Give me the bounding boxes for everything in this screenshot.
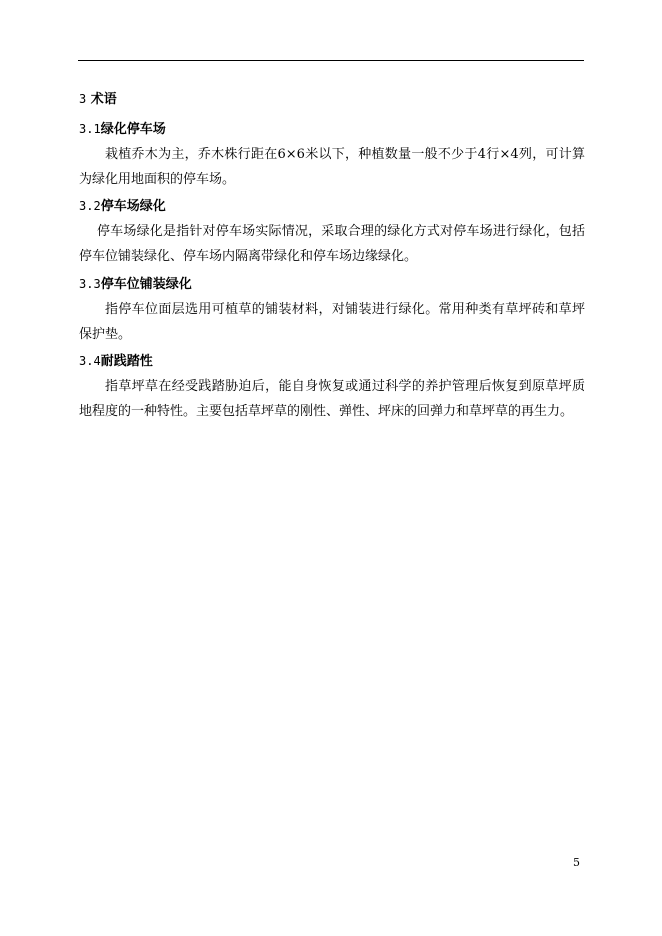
section-title xyxy=(79,91,117,108)
term-definition-3-3: 指停车位面层选用可植草的铺装材料，对铺装进行绿化。常用种类有草坪砖和草坪保护垫。 xyxy=(79,302,585,342)
term-definition-3-2: 停车场绿化是指针对停车场实际情况，采取合理的绿化方式对停车场进行绿化，包括停车位铺装绿化、停车场内隔离带绿化和停车场边缘绿化。 xyxy=(79,224,585,264)
term-heading-3-1 xyxy=(79,121,166,138)
term-number: 3.3 xyxy=(79,277,101,291)
term-heading-3-2 xyxy=(79,198,166,215)
header-rule xyxy=(78,60,584,61)
term-definition-3-1: 栽植乔木为主，乔木株行距在6×6米以下，种植数量一般不少于4行×4列，可计算为绿化用地面积的停车场。 xyxy=(79,147,585,187)
term-title: 停车场绿化 xyxy=(100,199,166,214)
term-number: 3.2 xyxy=(79,199,101,213)
term-definition-3-4: 指草坪草在经受践踏胁迫后，能自身恢复或通过科学的养护管理后恢复到原草坪质地程度的一种特性。主要包括草坪草的刚性、弹性、坪床的回弹力和草坪草的再生力。 xyxy=(79,379,585,419)
section-number: 3 xyxy=(79,92,87,106)
term-title: 耐践踏性 xyxy=(100,354,153,369)
term-title: 绿化停车场 xyxy=(100,122,166,137)
term-heading-3-4 xyxy=(79,353,153,370)
term-number: 3.1 xyxy=(79,122,101,136)
term-heading-3-3 xyxy=(79,276,192,293)
term-number: 3.4 xyxy=(79,354,101,368)
term-title: 停车位铺装绿化 xyxy=(100,277,192,292)
section-label: 术语 xyxy=(90,92,117,107)
page-number: 5 xyxy=(573,856,580,869)
